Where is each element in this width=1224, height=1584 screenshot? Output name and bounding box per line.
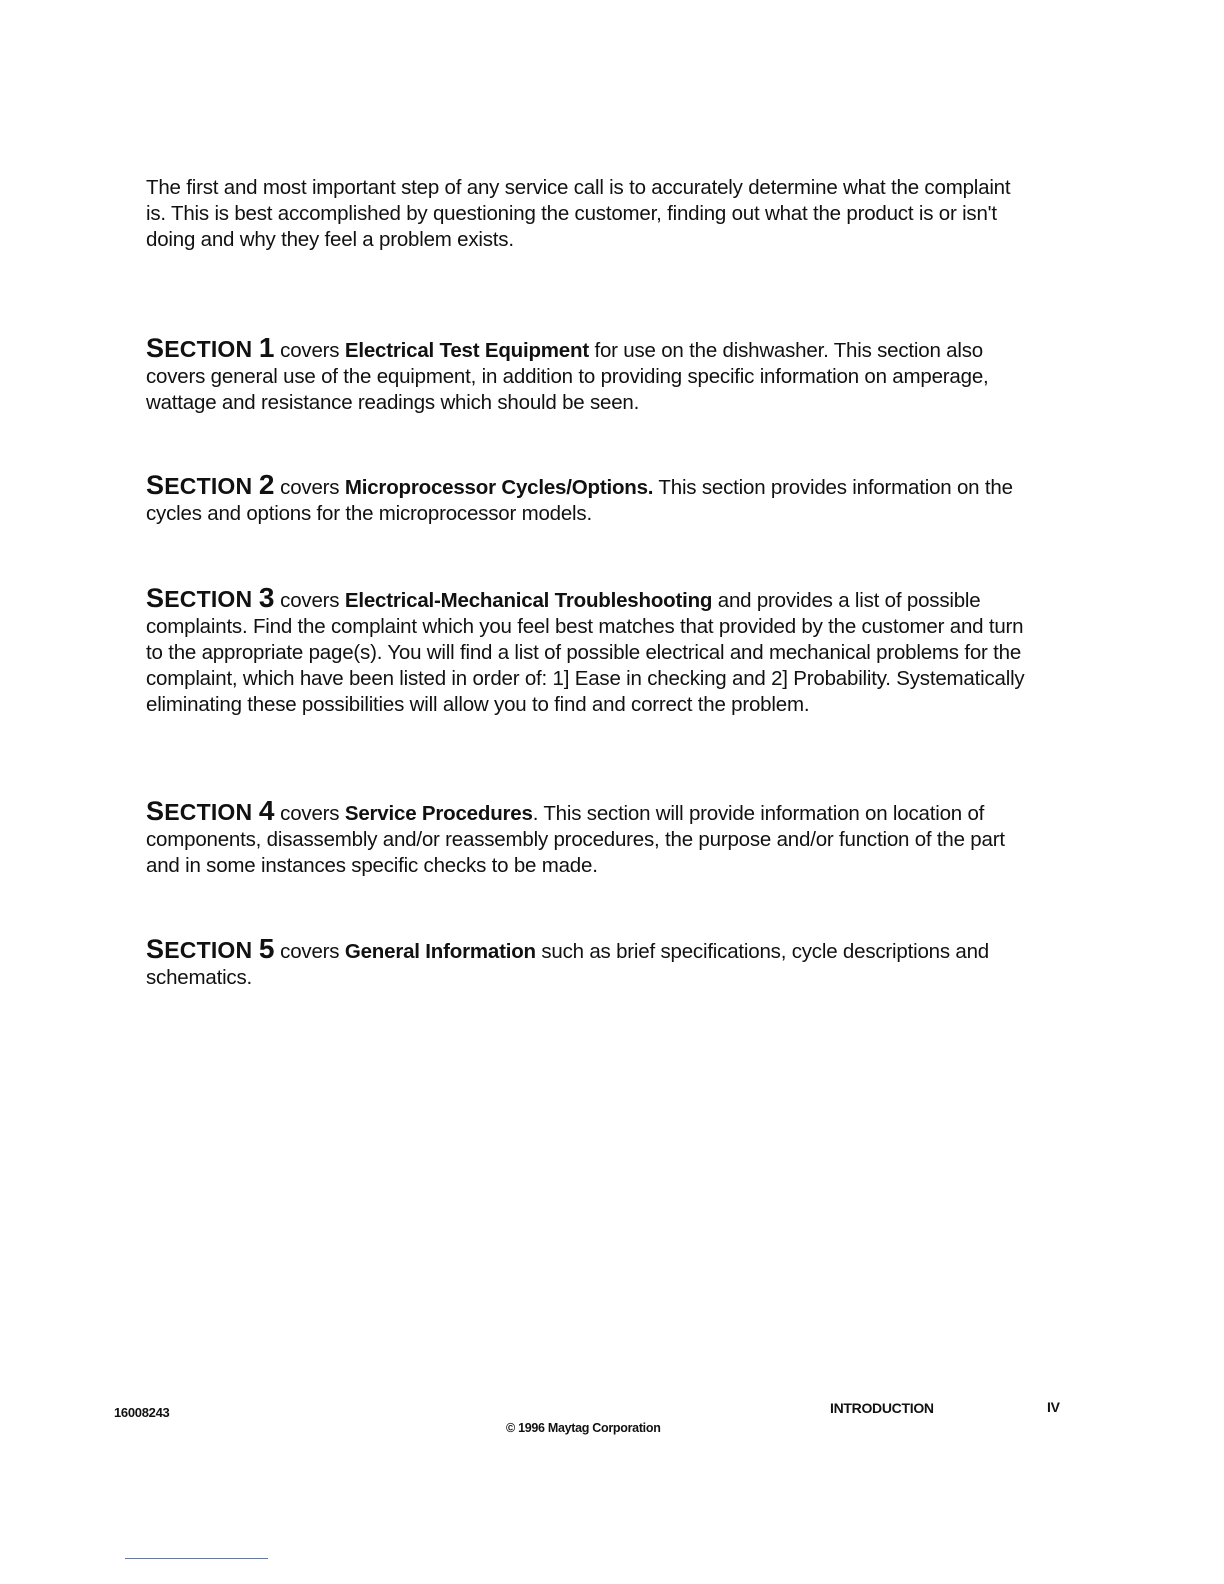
section-2-topic: Microprocessor Cycles/Options. xyxy=(344,476,654,499)
intro-paragraph: The first and most important step of any service call is to accurately determine what the complaint is. This is best accomplished by questioning the customer, finding out what the product is or isn't doing and why they feel a problem exists. xyxy=(146,176,1011,251)
section-2-label-rest: ECTION xyxy=(164,473,253,499)
section-5-label-rest: ECTION xyxy=(164,937,253,963)
copyright-notice: © 1996 Maytag Corporation xyxy=(506,1421,661,1435)
section-2-number: 2 xyxy=(258,469,275,500)
section-3-label-initial: S xyxy=(146,583,165,613)
bottom-divider xyxy=(125,1558,268,1559)
section-3-paragraph xyxy=(146,582,1036,718)
section-5-covers: covers xyxy=(274,940,345,963)
section-4-label-initial: S xyxy=(146,796,165,826)
section-3-text: and provides a list of possible complaints. Find the complaint which you feel best matches that provided by the customer and turn to the appropriate page(s). You will find a list of possible electrical and mechanical problems for the complaint, which have been listed in order of: 1] Ease in checking and 2] Probability. Systematically eliminating these possibilities will allow you to find and correct the problem. xyxy=(146,589,1025,716)
section-1-number: 1 xyxy=(258,332,275,363)
section-3-number: 3 xyxy=(258,582,275,613)
section-4-heading xyxy=(146,795,275,826)
section-2-covers: covers xyxy=(274,476,345,499)
section-3-covers: covers xyxy=(274,589,345,612)
section-5-topic: General Information xyxy=(344,940,536,963)
section-1-topic: Electrical Test Equipment xyxy=(344,339,589,362)
section-3-label-rest: ECTION xyxy=(164,586,253,612)
section-1-label-rest: ECTION xyxy=(164,336,253,362)
section-5-label-initial: S xyxy=(146,934,165,964)
section-3-topic: Electrical-Mechanical Troubleshooting xyxy=(344,589,713,612)
section-5-number: 5 xyxy=(258,933,275,964)
section-5-text: such as brief specifications, cycle descriptions and schematics. xyxy=(146,940,989,989)
section-1-text: for use on the dishwasher. This section also covers general use of the equipment, in addition to providing specific information on amperage, wattage and resistance readings which should be seen. xyxy=(146,339,989,414)
doc-number: 16008243 xyxy=(114,1405,170,1420)
section-2-text: This section provides information on the cycles and options for the microprocessor models. xyxy=(146,476,1013,525)
page-number: IV xyxy=(1047,1399,1060,1415)
section-4-covers: covers xyxy=(274,802,345,825)
section-2-paragraph xyxy=(146,469,1041,527)
section-1-paragraph xyxy=(146,332,1036,416)
section-2-label-initial: S xyxy=(146,470,165,500)
section-4-topic: Service Procedures xyxy=(344,802,533,825)
section-4-text: . This section will provide information on location of components, disassembly and/or reassembly procedures, the purpose and/or function of the part and in some instances specific checks to be made. xyxy=(146,802,1005,877)
section-5-heading xyxy=(146,933,275,964)
section-5-paragraph xyxy=(146,933,1036,991)
section-4-paragraph xyxy=(146,795,1016,879)
section-3-heading xyxy=(146,582,275,613)
section-1-label-initial: S xyxy=(146,333,165,363)
section-4-label-rest: ECTION xyxy=(164,799,253,825)
section-name: INTRODUCTION xyxy=(830,1400,934,1416)
section-4-number: 4 xyxy=(258,795,275,826)
section-1-covers: covers xyxy=(274,339,345,362)
section-2-heading xyxy=(146,469,275,500)
section-1-heading xyxy=(146,332,275,363)
